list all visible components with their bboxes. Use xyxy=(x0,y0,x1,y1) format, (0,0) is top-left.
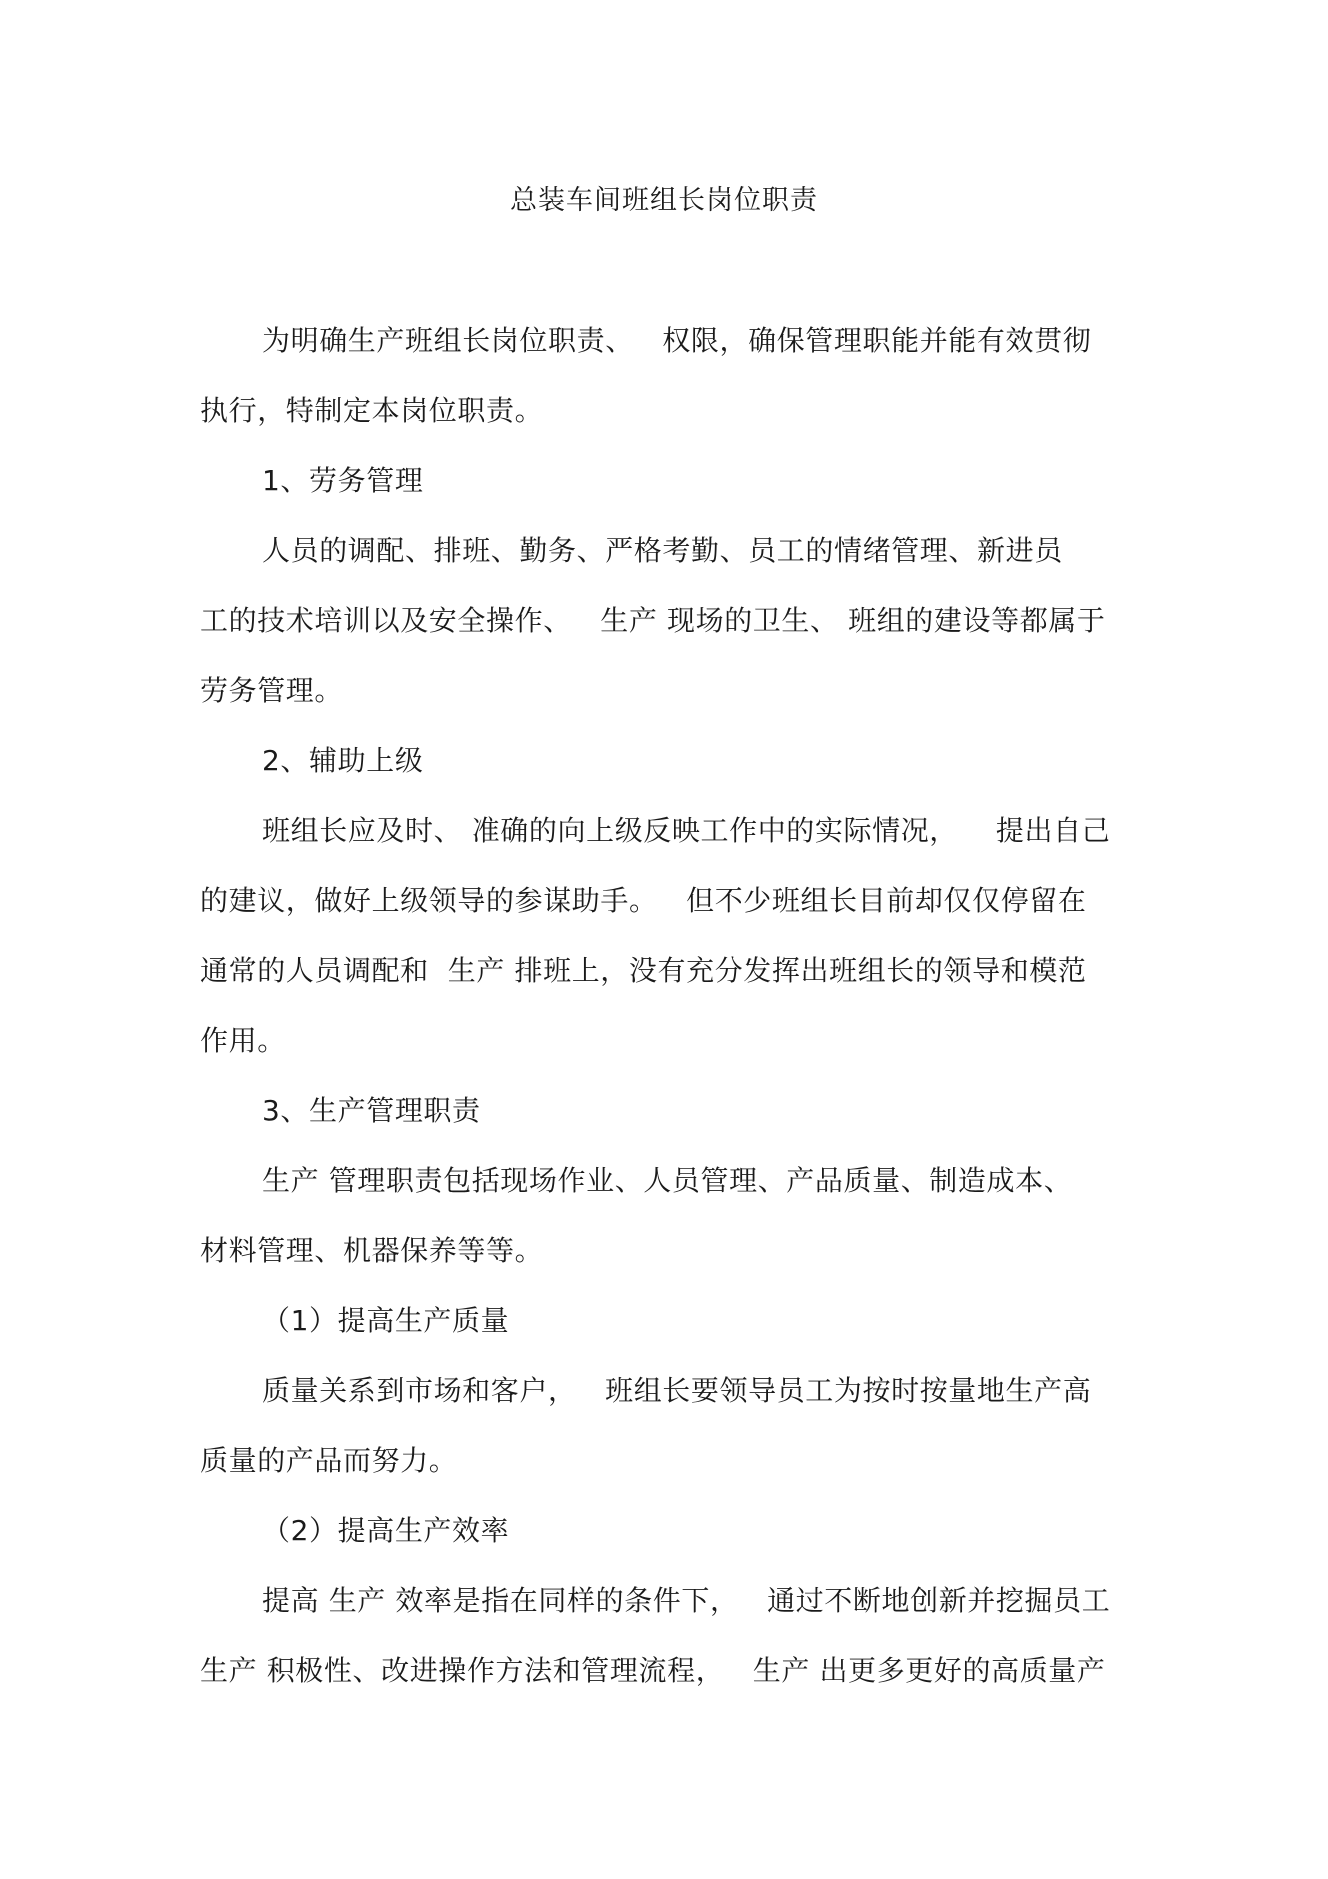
paragraph-line: 执行，特制定本岗位职责。 xyxy=(200,394,544,427)
paragraph-line: 材料管理、机器保养等等。 xyxy=(200,1234,544,1267)
paragraph-line: 劳务管理。 xyxy=(200,674,344,707)
paragraph-line: 班组长应及时、 准确的向上级反映工作中的实际情况， 提出自己 xyxy=(262,814,1111,847)
subsection-heading: （1）提高生产质量 xyxy=(262,1304,510,1337)
section-heading: 1、劳务管理 xyxy=(262,464,424,497)
paragraph-line: 质量的产品而努力。 xyxy=(200,1444,458,1477)
subsection-heading: （2）提高生产效率 xyxy=(262,1514,510,1547)
paragraph-line: 工的技术培训以及安全操作、 生产 现场的卫生、 班组的建设等都属于 xyxy=(200,604,1106,637)
paragraph-line: 人员的调配、排班、勤务、严格考勤、员工的情绪管理、新进员 xyxy=(262,534,1063,567)
paragraph-line: 通常的人员调配和 生产 排班上，没有充分发挥出班组长的领导和模范 xyxy=(200,954,1087,987)
paragraph-line: 生产 积极性、改进操作方法和管理流程， 生产 出更多更好的高质量产 xyxy=(200,1654,1106,1687)
paragraph-line: 为明确生产班组长岗位职责、 权限，确保管理职能并能有效贯彻 xyxy=(262,324,1092,357)
paragraph-line: 作用。 xyxy=(200,1024,286,1057)
paragraph-line: 生产 管理职责包括现场作业、人员管理、产品质量、制造成本、 xyxy=(262,1164,1073,1197)
paragraph-line: 提高 生产 效率是指在同样的条件下， 通过不断地创新并挖掘员工 xyxy=(262,1584,1111,1617)
paragraph-line: 质量关系到市场和客户， 班组长要领导员工为按时按量地生产高 xyxy=(262,1374,1092,1407)
section-heading: 2、辅助上级 xyxy=(262,744,424,777)
paragraph-line: 的建议，做好上级领导的参谋助手。 但不少班组长目前却仅仅停留在 xyxy=(200,884,1087,917)
document-title: 总装车间班组长岗位职责 xyxy=(510,185,818,216)
section-heading: 3、生产管理职责 xyxy=(262,1094,481,1127)
